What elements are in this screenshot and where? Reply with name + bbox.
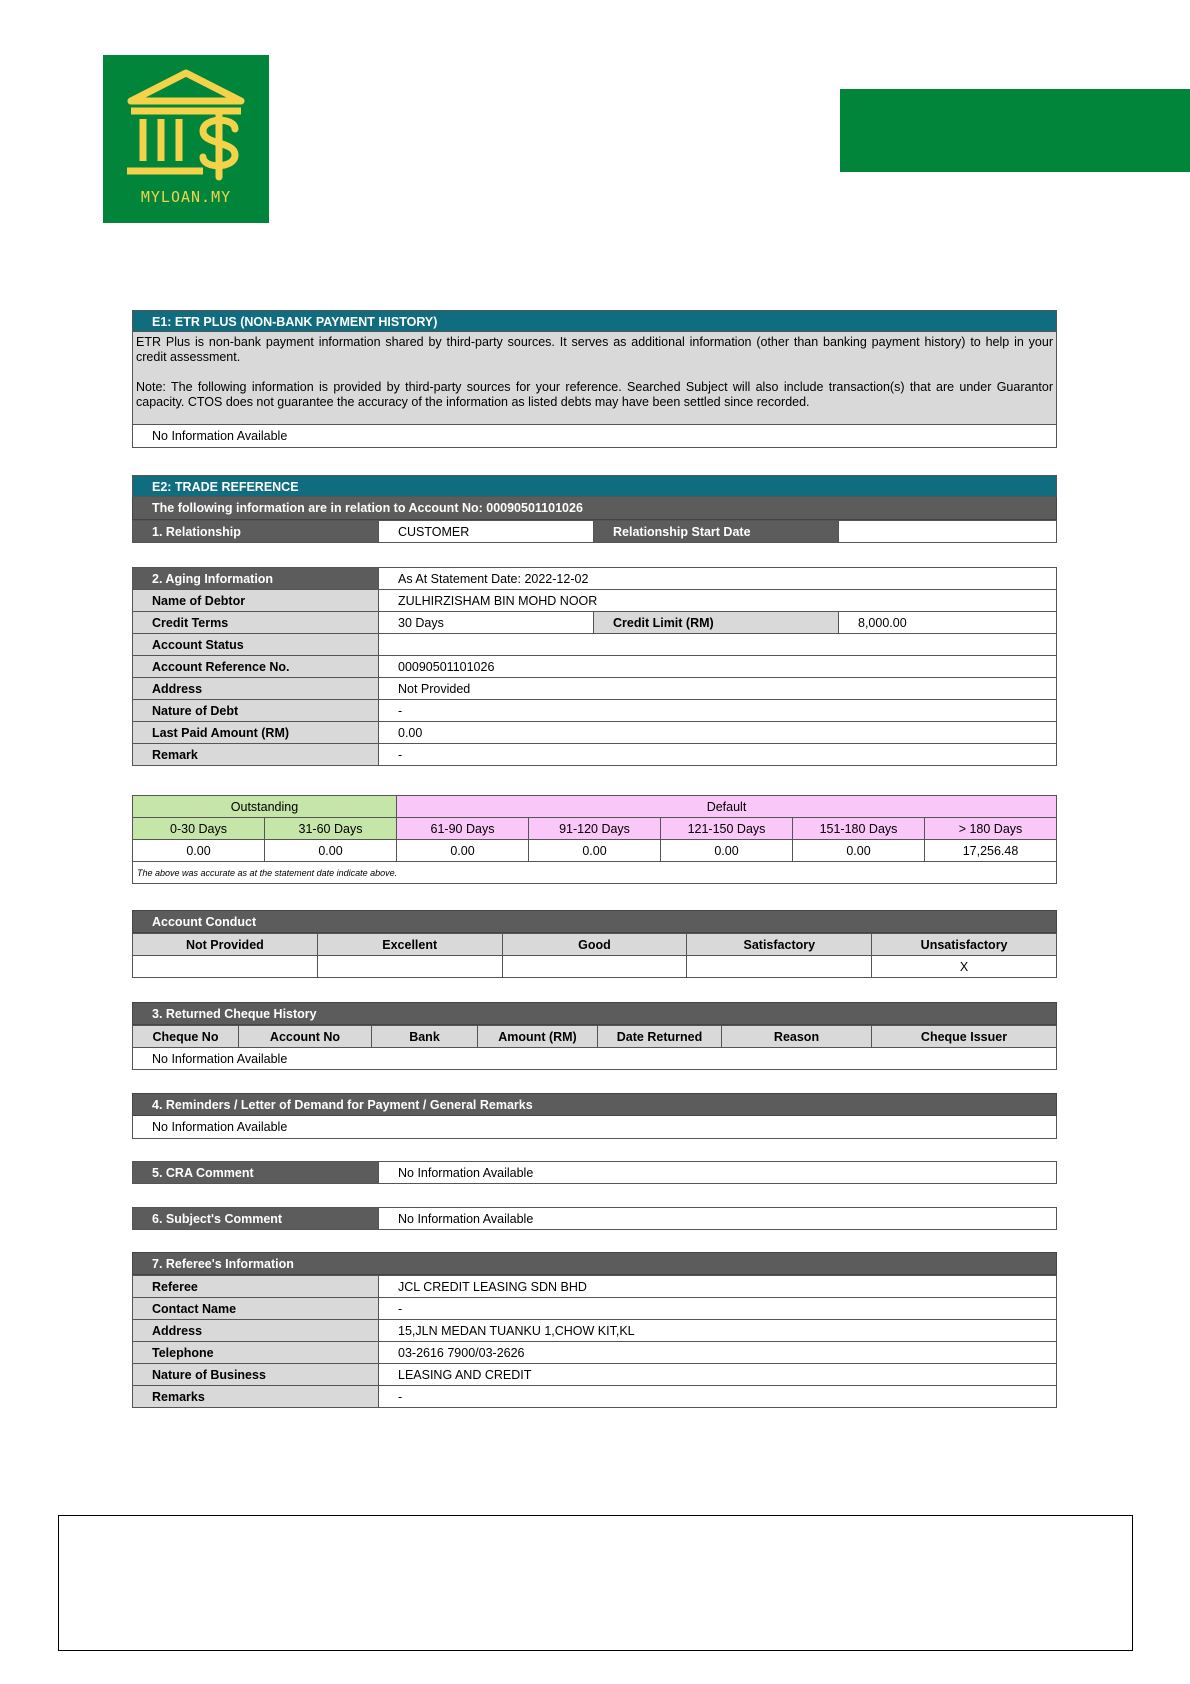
row-value: 0.00 (379, 722, 1057, 744)
bucket-header: 61-90 Days (397, 818, 529, 840)
cheque-header: Reason (722, 1026, 872, 1048)
statement-date: As At Statement Date: 2022-12-02 (379, 568, 1057, 590)
cheque-header: Cheque Issuer (872, 1026, 1057, 1048)
row-value: - (379, 744, 1057, 766)
cheque-status: No Information Available (133, 1048, 1057, 1070)
row-value: Not Provided (379, 678, 1057, 700)
row-label: Remarks (133, 1386, 379, 1408)
reminders-section (132, 1093, 1057, 1139)
cheque-header: Date Returned (598, 1026, 722, 1048)
table-row (133, 1276, 1057, 1298)
row-value: 03-2616 7900/03-2626 (379, 1342, 1057, 1364)
bucket-value: 17,256.48 (925, 840, 1057, 862)
logo (103, 55, 269, 223)
conduct-value (317, 956, 502, 978)
returned-cheque-section (132, 1002, 1057, 1070)
e2-title: E2: TRADE REFERENCE (132, 475, 1057, 497)
row-label: Address (133, 678, 379, 700)
cheque-header: Amount (RM) (478, 1026, 598, 1048)
row-value: - (379, 1298, 1057, 1320)
cra-comment-table (132, 1161, 1057, 1184)
cra-comment-label: 5. CRA Comment (133, 1162, 379, 1184)
table-row (133, 634, 1057, 656)
table-row (133, 1364, 1057, 1386)
cra-comment-value: No Information Available (379, 1162, 1057, 1184)
subject-comment-section (132, 1207, 1057, 1230)
bucket-header: 151-180 Days (793, 818, 925, 840)
e1-desc-2: Note: The following information is provided by third-party sources for your reference. Searched Subject will also include transaction(s) that are under Guarantor capacity. CTOS does not guarantee the accuracy of the information as listed debts may have been settled since recorded. (136, 380, 1053, 409)
conduct-value: X (872, 956, 1057, 978)
footer-box (58, 1515, 1133, 1651)
row-label: Contact Name (133, 1298, 379, 1320)
row-label: Nature of Business (133, 1364, 379, 1386)
cheque-header: Account No (239, 1026, 372, 1048)
e2-account-line: The following information are in relation to Account No: 00090501101026 (132, 497, 1057, 520)
e1-desc-1: ETR Plus is non-bank payment information shared by third-party sources. It serves as additional information (other than banking payment history) to help in your credit assessment. (136, 335, 1053, 364)
table-row (133, 1386, 1057, 1408)
e2-section (132, 475, 1057, 543)
start-date-value (839, 521, 1057, 543)
credit-terms-label: Credit Terms (133, 612, 379, 634)
e1-title: E1: ETR PLUS (NON-BANK PAYMENT HISTORY) (132, 310, 1057, 332)
conduct-header: Not Provided (133, 934, 318, 956)
reminders-title: 4. Reminders / Letter of Demand for Payment / General Remarks (132, 1093, 1057, 1116)
table-row (133, 1320, 1057, 1342)
row-label: Nature of Debt (133, 700, 379, 722)
bucket-value: 0.00 (529, 840, 661, 862)
aging-buckets-table (132, 795, 1057, 884)
bucket-value: 0.00 (661, 840, 793, 862)
bucket-value: 0.00 (793, 840, 925, 862)
start-date-label: Relationship Start Date (594, 521, 839, 543)
bucket-header: 31-60 Days (265, 818, 397, 840)
row-value: - (379, 1386, 1057, 1408)
bucket-value: 0.00 (265, 840, 397, 862)
aging-title: 2. Aging Information (133, 568, 379, 590)
logo-text: MYLOAN.MY (140, 188, 232, 206)
table-row (133, 590, 1057, 612)
relationship-label: 1. Relationship (133, 521, 379, 543)
bucket-value: 0.00 (397, 840, 529, 862)
credit-terms-value: 30 Days (379, 612, 594, 634)
row-label: Address (133, 1320, 379, 1342)
row-label: Telephone (133, 1342, 379, 1364)
relationship-table (132, 520, 1057, 543)
row-label: Account Status (133, 634, 379, 656)
bucket-header: 91-120 Days (529, 818, 661, 840)
bucket-header: 0-30 Days (133, 818, 265, 840)
outstanding-header: Outstanding (133, 796, 397, 818)
row-label: Account Reference No. (133, 656, 379, 678)
conduct-value (502, 956, 687, 978)
subject-comment-table (132, 1207, 1057, 1230)
table-row (133, 744, 1057, 766)
row-value (379, 634, 1057, 656)
account-conduct-section (132, 910, 1057, 978)
row-value: JCL CREDIT LEASING SDN BHD (379, 1276, 1057, 1298)
accuracy-note: The above was accurate as at the statement date indicate above. (133, 862, 1057, 884)
conduct-value (133, 956, 318, 978)
table-row (133, 656, 1057, 678)
table-row (133, 612, 1057, 634)
table-row (133, 678, 1057, 700)
credit-limit-value: 8,000.00 (839, 612, 1057, 634)
row-value: 00090501101026 (379, 656, 1057, 678)
table-row (133, 1342, 1057, 1364)
reminders-status: No Information Available (132, 1116, 1057, 1139)
referee-table (132, 1275, 1057, 1408)
row-label: Last Paid Amount (RM) (133, 722, 379, 744)
row-label: Name of Debtor (133, 590, 379, 612)
referee-section (132, 1252, 1057, 1408)
conduct-header: Satisfactory (687, 934, 872, 956)
account-conduct-title: Account Conduct (132, 910, 1057, 933)
table-row (133, 1298, 1057, 1320)
conduct-value (687, 956, 872, 978)
table-row (133, 722, 1057, 744)
credit-limit-label: Credit Limit (RM) (594, 612, 839, 634)
e1-section (132, 310, 1057, 448)
bucket-header: > 180 Days (925, 818, 1057, 840)
row-value: - (379, 700, 1057, 722)
aging-buckets-section (132, 795, 1057, 884)
row-label: Remark (133, 744, 379, 766)
conduct-header: Unsatisfactory (872, 934, 1057, 956)
aging-table (132, 567, 1057, 766)
header-banner (840, 89, 1190, 172)
cra-comment-section (132, 1161, 1057, 1184)
row-value: 15,JLN MEDAN TUANKU 1,CHOW KIT,KL (379, 1320, 1057, 1342)
table-row (133, 700, 1057, 722)
referee-title: 7. Referee's Information (132, 1252, 1057, 1275)
e1-description (132, 332, 1057, 425)
subject-comment-label: 6. Subject's Comment (133, 1208, 379, 1230)
bucket-header: 121-150 Days (661, 818, 793, 840)
row-value: ZULHIRZISHAM BIN MOHD NOOR (379, 590, 1057, 612)
cheque-header: Bank (372, 1026, 478, 1048)
aging-section (132, 567, 1057, 766)
bucket-value: 0.00 (133, 840, 265, 862)
relationship-value: CUSTOMER (379, 521, 594, 543)
returned-cheque-table (132, 1025, 1057, 1070)
returned-cheque-title: 3. Returned Cheque History (132, 1002, 1057, 1025)
conduct-header: Excellent (317, 934, 502, 956)
conduct-header: Good (502, 934, 687, 956)
cheque-header: Cheque No (133, 1026, 239, 1048)
e1-status: No Information Available (132, 425, 1057, 448)
default-header: Default (397, 796, 1057, 818)
account-conduct-table (132, 933, 1057, 978)
bank-dollar-icon (103, 55, 269, 185)
row-label: Referee (133, 1276, 379, 1298)
subject-comment-value: No Information Available (379, 1208, 1057, 1230)
row-value: LEASING AND CREDIT (379, 1364, 1057, 1386)
